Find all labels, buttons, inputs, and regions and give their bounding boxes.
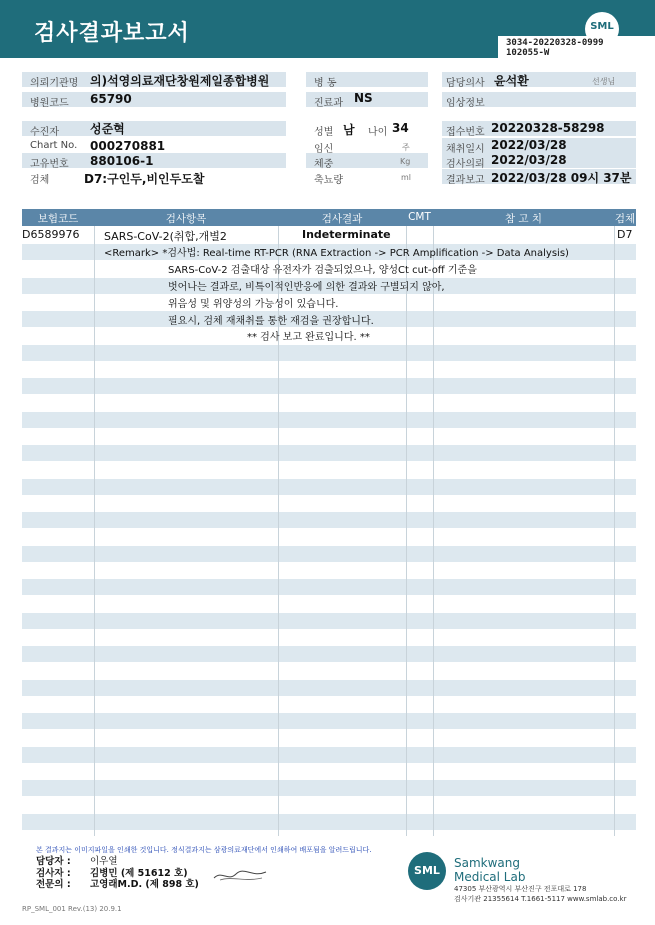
table-row [22,780,636,796]
remark-line: 필요시, 검체 재채취를 통한 재검을 권장합니다. [168,316,374,327]
table-row [22,345,636,361]
urine-label: 축뇨량 [314,175,343,186]
table-row [22,512,636,528]
specimen-label: 검체 [30,175,50,186]
table-row [22,713,636,729]
row-specimen: D7 [617,228,633,241]
table-row [22,646,636,662]
staff-name: 김병민 (제 51612 호) [90,868,188,879]
th-cmt: CMT [408,211,431,223]
row-item: SARS-CoV-2(취합,개별2 [104,230,227,243]
logo-text: SML [590,21,614,32]
remark-line: SARS-CoV-2 검출대상 유전자가 검출되었으나, 양성Ct cut-off 기준을 [168,265,477,276]
request-value: 2022/03/28 [491,153,567,167]
row-code: D6589976 [22,228,80,241]
company-address: 47305 부산광역시 부산진구 전포대로 178 [454,885,587,893]
ward-label: 병 동 [314,78,337,89]
doctor-value: 윤석환 [494,74,529,88]
id-label: 고유번호 [30,159,69,170]
form-code: RP_SML_001 Rev.(13) 20.9.1 [22,905,122,913]
doctor-label: 담당의사 [446,78,485,89]
sex-label: 성별 [314,127,334,138]
remark-line: 벗어나는 결과로, 비특이적인반응에 의한 결과와 구별되지 않아, [168,282,445,293]
name-value: 성준혁 [90,122,125,136]
table-row [22,579,636,595]
institution-label: 의뢰기관명 [30,78,79,89]
company-name-2: Medical Lab [454,870,526,884]
collect-label: 채취일시 [446,144,485,155]
collect-value: 2022/03/28 [491,138,567,152]
remark-line: <Remark> *검사법: Real-time RT-PCR (RNA Extraction -> PCR Amplification -> Data Analysis) [104,248,569,259]
table-row [22,412,636,428]
table-row [22,445,636,461]
chart-label: Chart No. [30,140,78,151]
staff-name: 이우열 [90,856,118,867]
request-label: 검사의뢰 [446,159,485,170]
institution-value: 의)석영의료재단창원제일종합병원 [90,74,270,88]
clinical-label: 임상정보 [446,98,485,109]
column-divider [94,226,95,836]
urine-unit: ml [401,173,412,182]
table-row [22,814,636,830]
th-result: 검사결과 [321,213,363,225]
footer-notice: 본 결과지는 이미지파일을 인쇄한 것입니다. 정식결과지는 삼광의료재단에서 인쇄하여 배포됨을 알려드립니다. [36,846,372,854]
hospital-code-value: 65790 [90,92,132,106]
pregnancy-unit: 주 [402,143,410,152]
remark-line: 위음성 및 위양성의 가능성이 있습니다. [168,299,339,310]
weight-unit: Kg [400,157,411,166]
pregnancy-label: 임신 [314,144,334,155]
company-name-1: Samkwang [454,856,520,870]
table-row [22,378,636,394]
th-item: 검사항목 [165,213,207,225]
table-row [22,747,636,763]
dept-label: 진료과 [314,98,343,109]
band [22,121,286,136]
receipt-label: 접수번호 [446,127,485,138]
specimen-value: D7:구인두,비인두도찰 [84,172,205,186]
th-reference: 참 고 치 [504,213,543,225]
signature-icon [212,866,268,884]
th-code: 보험코드 [37,213,79,225]
row-result: Indeterminate [302,228,391,241]
table-row [22,546,636,562]
hospital-code-label: 병원코드 [30,98,69,109]
doctor-suffix: 선생님 [592,77,616,86]
dept-value: NS [354,91,373,105]
receipt-value: 20220328-58298 [491,121,605,135]
table-row [22,613,636,629]
name-label: 수진자 [30,127,59,138]
sex-value: 남 [343,123,355,137]
doc-code-1: 3034-20220328-0999 [506,38,604,48]
table-row [22,680,636,696]
report-value: 2022/03/28 09시 37분 [491,171,632,185]
chart-value: 000270881 [90,139,166,153]
company-contact: 검사기관 21355614 T.1661-5117 www.smlab.co.kr [454,895,627,903]
age-label: 나이 [368,127,388,138]
report-label: 결과보고 [446,175,485,186]
column-divider [614,226,615,836]
doc-code-2: 102055-W [506,48,550,58]
staff-label: 검사자 : [36,868,71,879]
column-divider [406,226,407,836]
staff-label: 담당자 : [36,856,71,867]
th-specimen: 검체 [614,213,636,225]
staff-label: 전문의 : [36,879,71,890]
remark-line: ** 검사 보고 완료입니다. ** [247,332,370,343]
page-title: 검사결과보고서 [34,21,190,46]
column-divider [433,226,434,836]
age-value: 34 [392,121,409,135]
id-value: 880106-1 [90,154,154,168]
staff-name: 고영래M.D. (제 898 호) [90,879,199,890]
footer-logo-text: SML [414,864,440,877]
table-row [22,479,636,495]
weight-label: 체중 [314,159,334,170]
